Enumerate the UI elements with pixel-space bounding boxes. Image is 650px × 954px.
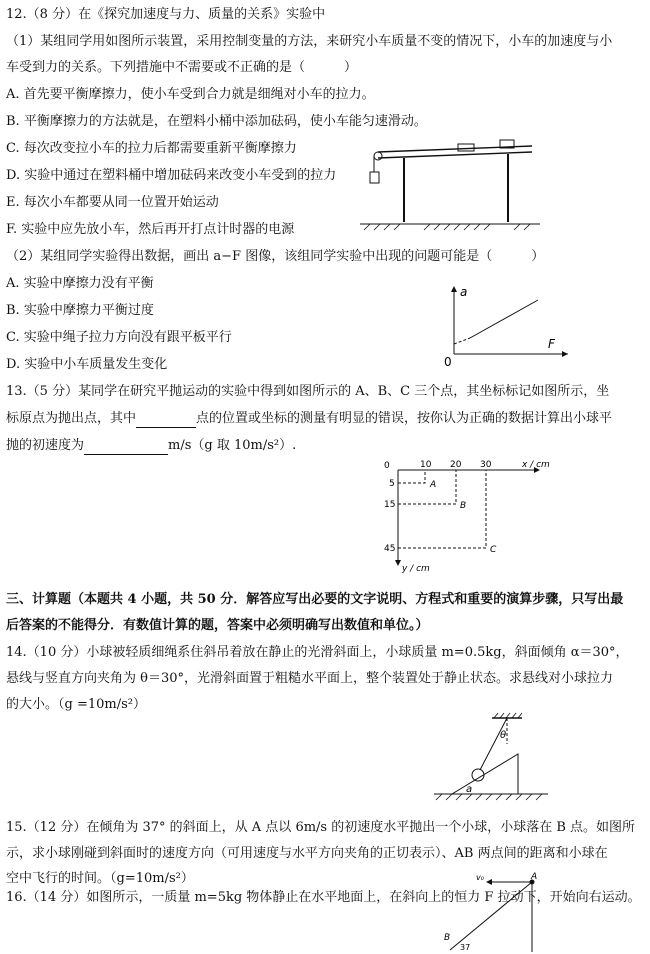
svg-text:A: A xyxy=(430,480,437,490)
q14-incline-figure xyxy=(430,712,560,802)
q12-af-graph xyxy=(440,282,570,372)
svg-text:y / cm: y / cm xyxy=(402,564,430,574)
svg-text:x / cm: x / cm xyxy=(522,460,550,470)
svg-text:37: 37 xyxy=(460,943,471,952)
svg-text:v₀: v₀ xyxy=(476,873,484,882)
svg-text:20: 20 xyxy=(450,460,462,470)
q13-projectile-graph xyxy=(380,458,560,573)
q15-slope-figure xyxy=(438,870,548,952)
q13-line2-text: 标原点为抛出点，其中 xyxy=(6,411,137,426)
q14-line1: 14.（10 分）小球被轻质细绳系住斜吊着放在静止的光滑斜面上，小球质量 m=0.5kg，斜面倾角 α＝30°， xyxy=(6,645,629,660)
q12-part1-line1: （1）某组同学用如图所示装置，采用控制变量的方法，来研究小车质量不变的情况下，小车的加速度与小 xyxy=(6,34,613,49)
q15-line1: 15.（12 分）在倾角为 37° 的斜面上，从 A 点以 6m/s 的初速度水平抛出一个小球，小球落在 B 点。如图所 xyxy=(6,820,636,835)
q12-option-d: D. 实验中通过在塑料桶中增加砝码来改变小车受到的拉力 xyxy=(6,168,337,183)
q12-header: 12.（8 分）在《探究加速度与力、质量的关系》实验中 xyxy=(6,7,326,22)
svg-text:45: 45 xyxy=(384,544,396,554)
q15-line3: 空中飞行的时间。（g=10m/s²） xyxy=(6,871,194,886)
q12-part2-option-c: C. 实验中绳子拉力方向没有跟平板平行 xyxy=(6,330,232,345)
section3-title-line2: 后答案的不能得分．有数值计算的题，答案中必须明确写出数值和单位。） xyxy=(6,618,429,633)
q12-option-a: A. 首先要平衡摩擦力，使小车受到合力就是细绳对小车的拉力。 xyxy=(6,87,375,102)
q16-line1: 16.（14 分）如图所示，一质量 m=5kg 物体静止在水平地面上，在斜向上的恒力 F 拉动下，开始向右运动。 xyxy=(6,890,641,905)
q13-blank-velocity[interactable] xyxy=(84,440,168,455)
svg-text:30: 30 xyxy=(480,460,492,470)
svg-text:θ: θ xyxy=(500,730,507,741)
q12-part2-option-d: D. 实验中小车质量发生变化 xyxy=(6,357,168,372)
q12-part1-line2: 车受到力的关系。下列措施中不需要或不正确的是（ ） xyxy=(6,60,358,75)
svg-text:5: 5 xyxy=(389,479,395,489)
q12-part2-option-b: B. 实验中摩擦力平衡过度 xyxy=(6,303,154,318)
q13-line3-unit: m/s（g 取 10m/s²）. xyxy=(168,438,297,453)
q12-option-c: C. 每次改变拉小车的拉力后都需要重新平衡摩擦力 xyxy=(6,141,297,156)
svg-text:B: B xyxy=(444,933,451,943)
q14-line3: 的大小。（g =10m/s²） xyxy=(6,697,146,712)
q13-line2-text-b: 点的位置或坐标的测量有明显的错误，按你认为正确的数据计算出小球平 xyxy=(196,411,613,426)
section3-title-line1: 三、计算题（本题共 4 小题，共 50 分．解答应写出必要的文字说明、方程式和重要的演算步骤，只写出最 xyxy=(6,592,624,607)
svg-text:15: 15 xyxy=(384,500,396,510)
q13-line3-text: 抛的初速度为 xyxy=(6,438,85,453)
q13-line3 xyxy=(6,437,296,455)
svg-text:B: B xyxy=(460,501,467,511)
svg-text:C: C xyxy=(490,545,497,555)
q14-line2: 悬线与竖直方向夹角为 θ＝30°，光滑斜面置于粗糙水平面上，整个装置处于静止状态。求悬线对小球拉力 xyxy=(6,671,614,686)
svg-text:10: 10 xyxy=(420,460,432,470)
graph-origin: 0 xyxy=(444,355,452,369)
q12-part2: （2）某组同学实验得出数据，画出 a−F 图像，该组同学实验中出现的问题可能是（ ） xyxy=(6,249,545,264)
q12-part2-option-a: A. 实验中摩擦力没有平衡 xyxy=(6,276,154,291)
q15-line2: 示，求小球刚碰到斜面时的速度方向（可用速度与水平方向夹角的正切表示）、AB 两点间的距离和小球在 xyxy=(6,846,608,861)
q12-option-e: E. 每次小车都要从同一位置开始运动 xyxy=(6,195,219,210)
q12-option-f: F. 实验中应先放小车，然后再开打点计时器的电源 xyxy=(6,222,295,237)
q12-apparatus-figure xyxy=(360,138,540,228)
q13-line2 xyxy=(6,410,612,428)
q13-line1: 13.（5 分）某同学在研究平抛运动的实验中得到如图所示的 A、B、C 三个点，其坐标标记如图所示，坐 xyxy=(6,384,610,399)
q12-option-b: B. 平衡摩擦力的方法就是，在塑料小桶中添加砝码，使小车能匀速滑动。 xyxy=(6,114,427,129)
graph-y-label: a xyxy=(460,285,468,299)
graph-x-label: F xyxy=(548,337,555,351)
svg-text:0: 0 xyxy=(384,461,390,471)
svg-text:A: A xyxy=(531,872,538,882)
q13-blank-point[interactable] xyxy=(136,413,196,428)
svg-text:a: a xyxy=(466,784,473,795)
